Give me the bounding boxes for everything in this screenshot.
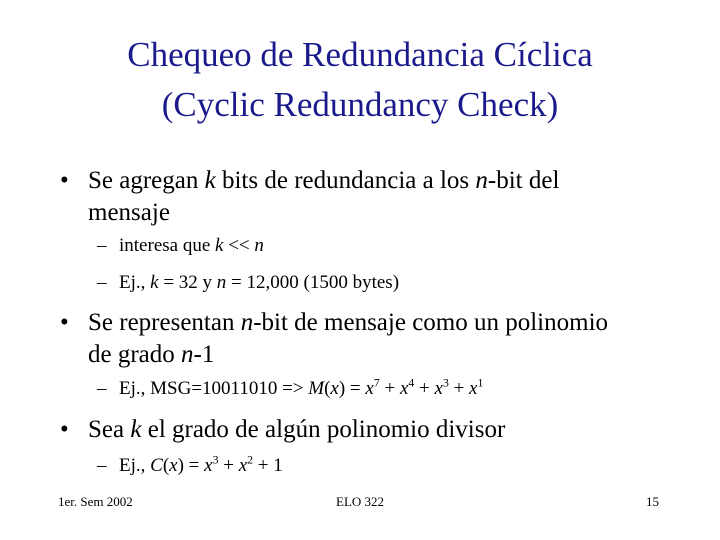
slide-title <box>0 30 720 130</box>
bullet-1-text: Se agregan k bits de redundancia a los n-bit del mensaje <box>88 167 560 226</box>
footer-page-number: 15 <box>646 494 659 509</box>
slide-title-line2: (Cyclic Redundancy Check) <box>161 85 559 124</box>
bullet-3-text: Sea k el grado de algún polinomio divisor <box>88 416 506 443</box>
dash-marker: – <box>97 378 107 399</box>
bullet-2-text: Se representan n-bit de mensaje como un polinomio de grado n-1 <box>88 309 609 368</box>
bullet-marker: • <box>60 416 69 443</box>
footer-course: ELO 322 <box>336 494 385 509</box>
bullet-marker: • <box>60 309 69 336</box>
dash-marker: – <box>97 272 107 293</box>
bullet-marker: • <box>60 167 69 194</box>
slide-title-line1: Chequeo de Redundancia Cíclica <box>127 35 593 74</box>
footer-date: 1er. Sem 2002 <box>58 494 133 509</box>
dash-marker: – <box>97 235 107 256</box>
dash-marker: – <box>97 455 107 476</box>
